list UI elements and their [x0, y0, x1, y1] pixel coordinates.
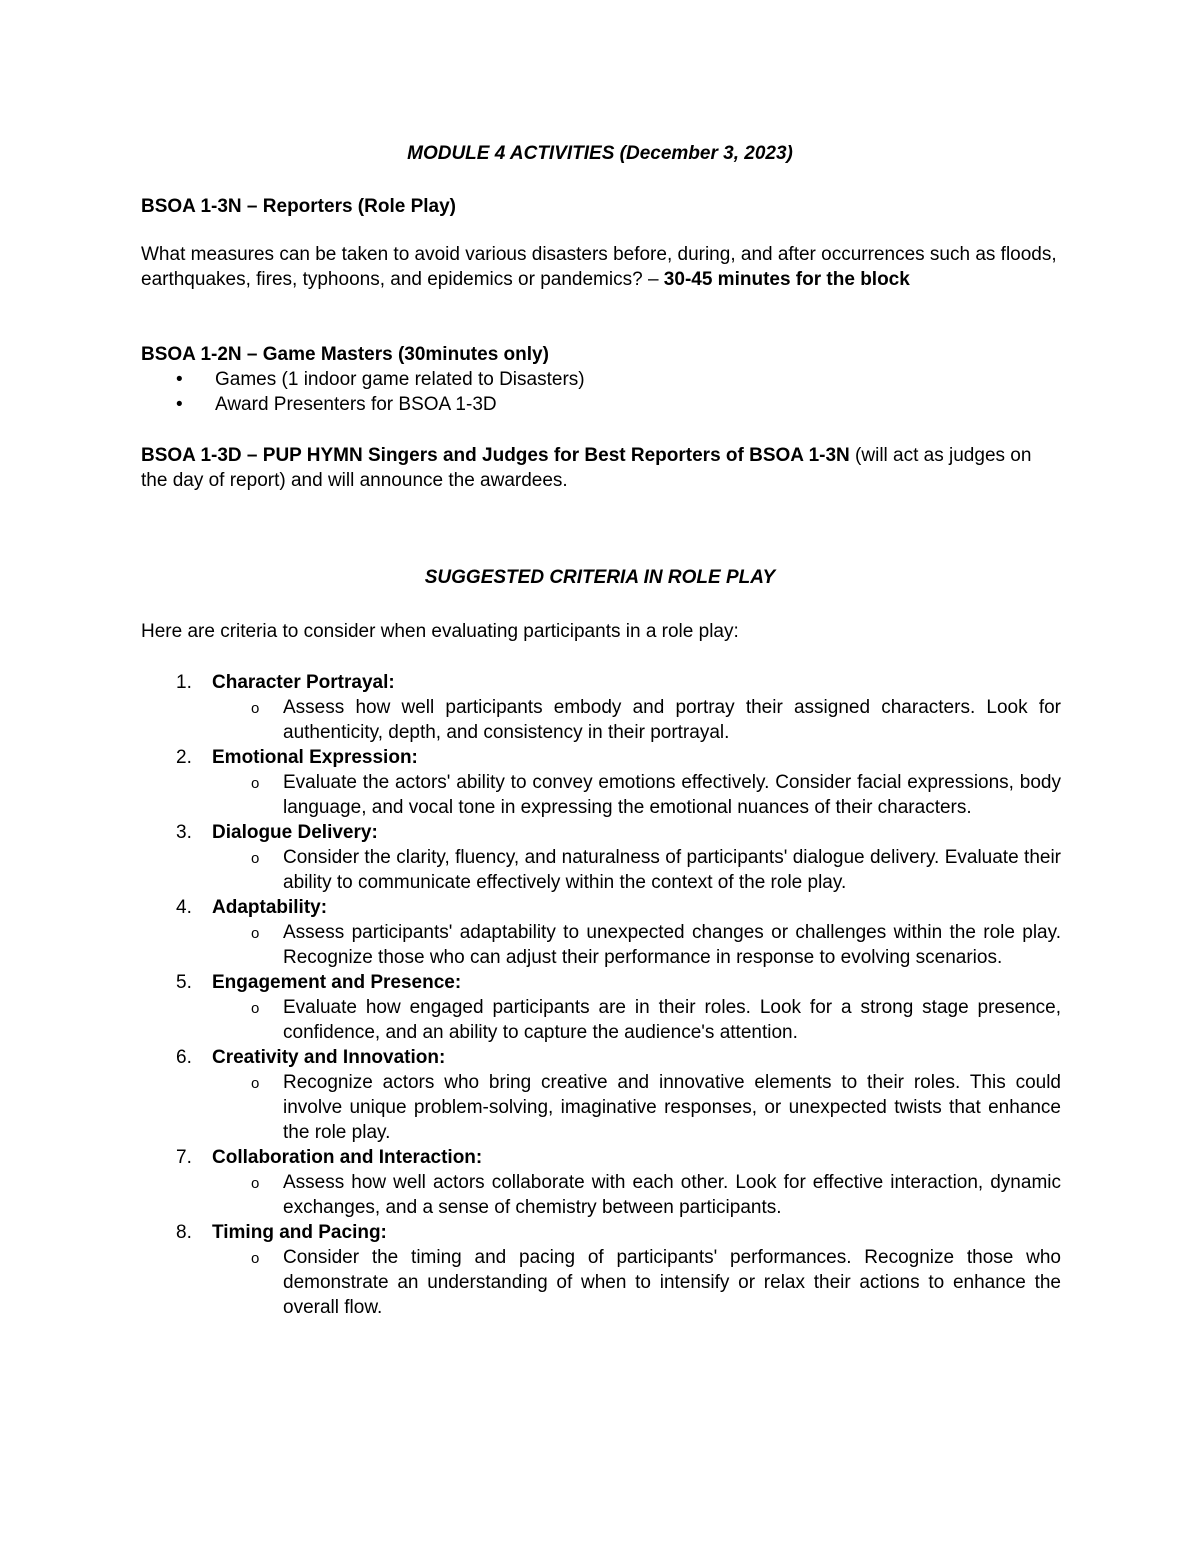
reporters-duration: 30-45 minutes for the block	[658, 269, 910, 290]
circle-bullet-icon: o	[251, 1175, 260, 1192]
criteria-item: 1. Character Portrayal: o Assess how well participants embody and portray their assigned characters. Look for authenticity, depth, and consistency in their portrayal.	[176, 672, 1061, 743]
criteria-description: o Assess how well participants embody and portray their assigned characters. Look for authenticity, depth, and consistency in their portrayal.	[251, 697, 1061, 743]
singers-judges-text: (will act as judges on the day of report) and will announce the awardees.	[141, 445, 1032, 491]
criteria-label: Character Portrayal:	[212, 672, 395, 693]
circle-bullet-icon: o	[251, 1075, 260, 1092]
criteria-description: o Assess how well actors collaborate with each other. Look for effective interaction, dynamic exchanges, and a sense of chemistry between participants.	[251, 1172, 1061, 1218]
bullet-icon: •	[176, 369, 183, 390]
criteria-item: 4. Adaptability: o Assess participants' adaptability to unexpected changes or challenges within the role play. Recognize those who can adjust their performance in response to evolving scenarios.	[176, 897, 1061, 968]
circle-bullet-icon: o	[251, 1250, 260, 1267]
bullet-icon: •	[176, 394, 183, 415]
criteria-label: Dialogue Delivery:	[212, 822, 378, 843]
criteria-item: 2. Emotional Expression: o Evaluate the actors' ability to convey emotions effectively. Consider facial expressions, body language, and vocal tone in expressing the emotional nuances of their characters.	[176, 747, 1061, 818]
criteria-label: Collaboration and Interaction:	[212, 1147, 483, 1168]
circle-bullet-icon: o	[251, 700, 260, 717]
criteria-item: 3. Dialogue Delivery: o Consider the clarity, fluency, and naturalness of participants' dialogue delivery. Evaluate their ability to communicate effectively within the context of the role play.	[176, 822, 1061, 893]
criteria-description: o Consider the clarity, fluency, and naturalness of participants' dialogue delivery. Evaluate their ability to communicate effectively within the context of the role play.	[251, 847, 1061, 893]
circle-bullet-icon: o	[251, 850, 260, 867]
criteria-item: 6. Creativity and Innovation: o Recognize actors who bring creative and innovative elements to their roles. This could involve unique problem-solving, imaginative responses, or unexpected twists that enhance the role play.	[176, 1047, 1061, 1143]
singers-judges-heading: BSOA 1-3D – PUP HYMN Singers and Judges for Best Reporters of BSOA 1-3N	[141, 445, 850, 466]
criteria-label: Creativity and Innovation:	[212, 1047, 446, 1068]
criteria-title: SUGGESTED CRITERIA IN ROLE PLAY	[424, 567, 776, 588]
criteria-description: o Assess participants' adaptability to unexpected changes or challenges within the role play. Recognize those who can adjust their performance in response to evolving scenarios.	[251, 922, 1061, 968]
section-heading-game-masters: BSOA 1-2N – Game Masters (30minutes only)	[141, 344, 549, 365]
criteria-item: 8. Timing and Pacing: o Consider the timing and pacing of participants' performances. Recognize those who demonstrate an understanding of when to intensify or relax their actions to enhance the overall flow.	[176, 1222, 1061, 1318]
criteria-description: o Recognize actors who bring creative and innovative elements to their roles. This could involve unique problem-solving, imaginative responses, or unexpected twists that enhance the role play.	[251, 1072, 1061, 1143]
section-heading-reporters: BSOA 1-3N – Reporters (Role Play)	[141, 196, 456, 217]
criteria-description: o Evaluate the actors' ability to convey emotions effectively. Consider facial expressions, body language, and vocal tone in expressing the emotional nuances of their characters.	[251, 772, 1061, 818]
circle-bullet-icon: o	[251, 925, 260, 942]
circle-bullet-icon: o	[251, 775, 260, 792]
criteria-description: o Consider the timing and pacing of participants' performances. Recognize those who demonstrate an understanding of when to intensify or relax their actions to enhance the overall flow.	[251, 1247, 1061, 1318]
list-item: • Games (1 indoor game related to Disasters)	[176, 369, 585, 390]
section-singers-judges	[141, 443, 1061, 493]
criteria-label: Emotional Expression:	[212, 747, 418, 768]
reporters-question: What measures can be taken to avoid various disasters before, during, and after occurrences such as floods, earthquakes, fires, typhoons, and epidemics or pandemics? –	[141, 244, 1057, 290]
criteria-item: 5. Engagement and Presence: o Evaluate how engaged participants are in their roles. Look for a strong stage presence, confidence, and an ability to capture the audience's attention.	[176, 972, 1061, 1043]
document-title: MODULE 4 ACTIVITIES (December 3, 2023)	[407, 143, 793, 164]
criteria-intro: Here are criteria to consider when evaluating participants in a role play:	[141, 621, 739, 642]
criteria-label: Engagement and Presence:	[212, 972, 462, 993]
circle-bullet-icon: o	[251, 1000, 260, 1017]
criteria-list	[176, 670, 1061, 1320]
criteria-label: Adaptability:	[212, 897, 328, 918]
section-reporters-body	[141, 242, 1061, 292]
game-masters-list	[176, 367, 1056, 417]
list-item: • Award Presenters for BSOA 1-3D	[176, 394, 497, 415]
criteria-item: 7. Collaboration and Interaction: o Assess how well actors collaborate with each other. Look for effective interaction, dynamic exchanges, and a sense of chemistry between participants.	[176, 1147, 1061, 1218]
criteria-description: o Evaluate how engaged participants are in their roles. Look for a strong stage presence, confidence, and an ability to capture the audience's attention.	[251, 997, 1061, 1043]
criteria-label: Timing and Pacing:	[212, 1222, 387, 1243]
